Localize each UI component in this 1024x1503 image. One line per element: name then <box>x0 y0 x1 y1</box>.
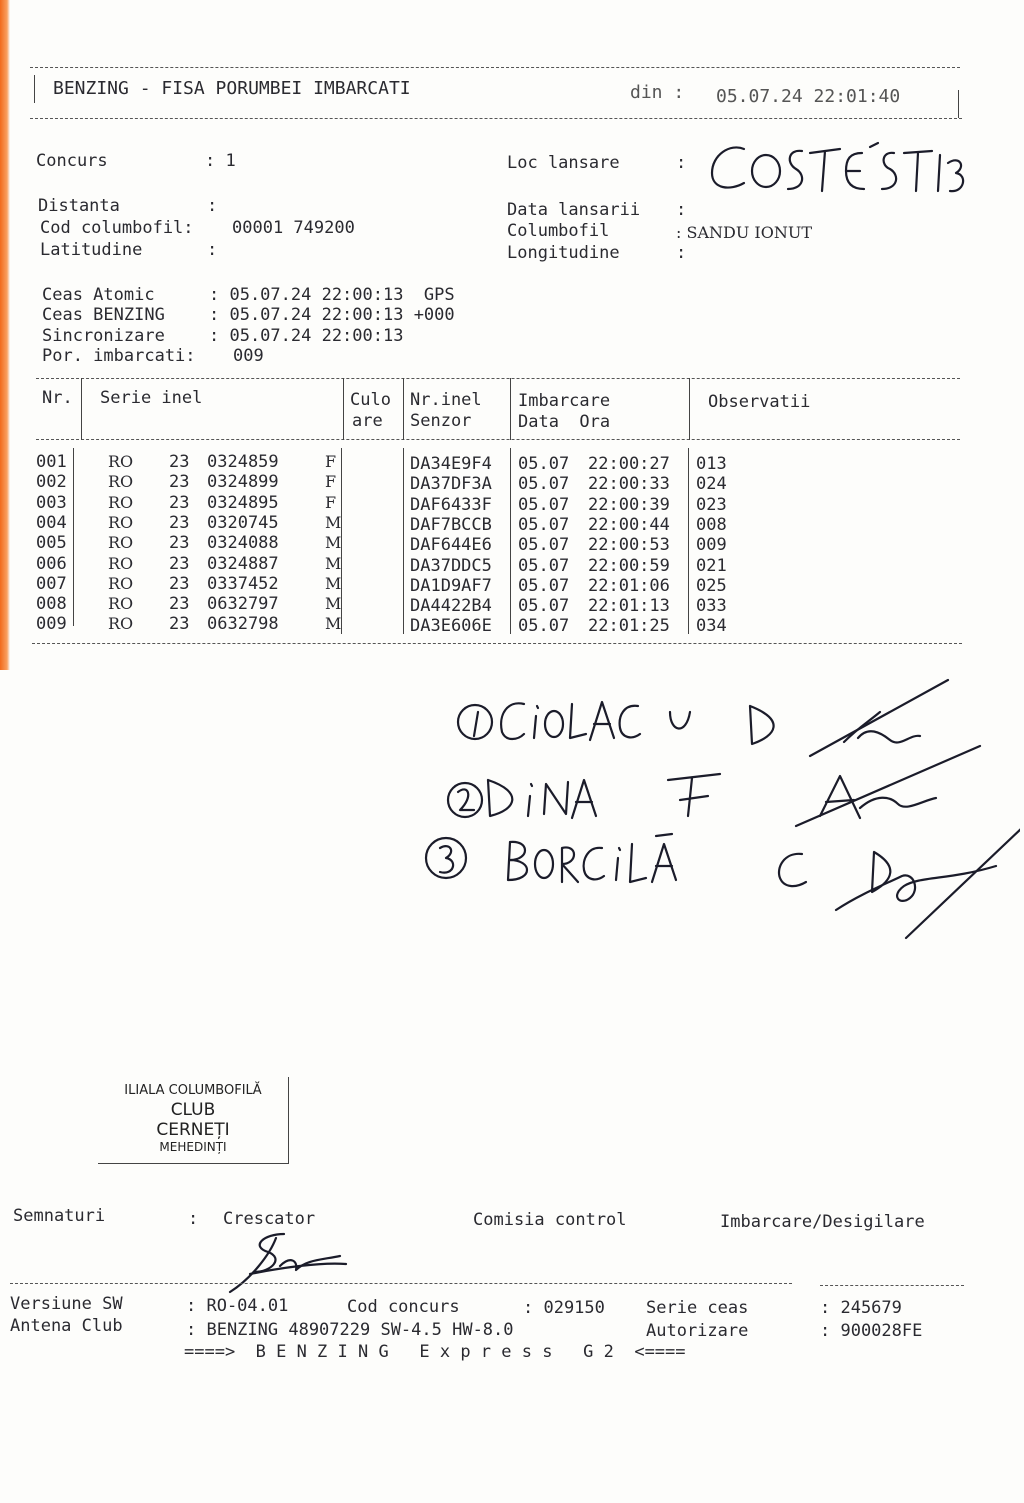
row-senzor: DA3E606E <box>410 616 492 637</box>
stamp-line-3: CERNEȚI <box>156 1120 230 1140</box>
table-top-rule <box>36 378 960 379</box>
row-an: 23 <box>169 533 190 554</box>
header-left-bar <box>34 75 35 103</box>
header-din-value: 05.07.24 22:01:40 <box>716 86 901 107</box>
row-ora: 22:00:53 <box>588 535 670 556</box>
row-sex: M <box>325 594 342 614</box>
ceas-atomic-value: : 05.07.24 22:00:13 GPS <box>209 285 455 305</box>
autorizare-value: : 900028FE <box>820 1321 923 1341</box>
header-din-label: din : <box>630 82 685 103</box>
header-nr: Nr. <box>42 388 73 408</box>
cod-columbofil-value: 00001 749200 <box>232 218 355 238</box>
row-an: 23 <box>169 452 190 472</box>
body-sep-5 <box>688 448 689 634</box>
row-sex: F <box>325 492 337 512</box>
row-inel: 0320745 <box>207 512 279 533</box>
row-tara: RO <box>108 553 134 573</box>
ceas-atomic-label: Ceas Atomic <box>42 285 155 305</box>
versiune-label: Versiune SW <box>10 1294 123 1314</box>
distanta-label: Distanta <box>38 196 120 216</box>
header-serie-inel: Serie inel <box>100 388 203 408</box>
row-senzor: DAF6433F <box>410 494 492 515</box>
row-inel: 0632797 <box>207 594 279 615</box>
body-sep-3 <box>403 448 404 634</box>
columbofil-label: Columbofil <box>507 221 610 241</box>
concurs-label: Concurs <box>36 151 108 171</box>
commission-list <box>420 676 421 677</box>
row-ora: 22:00:39 <box>588 494 670 515</box>
por-imbarcati-value: 009 <box>233 346 264 366</box>
row-an: 23 <box>169 512 190 533</box>
row-nr: 003 <box>36 492 67 513</box>
header-bottom-rule <box>30 118 962 119</box>
row-tara: RO <box>108 472 134 492</box>
row-nr: 008 <box>36 594 67 615</box>
row-an: 23 <box>169 472 190 493</box>
serie-ceas-label: Serie ceas <box>646 1298 749 1318</box>
row-sex: M <box>325 553 342 573</box>
row-sex: F <box>325 452 337 471</box>
page-title: BENZING - FISA PORUMBEI IMBARCATI <box>53 78 411 99</box>
header-nr-inel-1: Nr.inel <box>410 390 482 410</box>
benzing-banner: ====> B E N Z I N G E x p r e s s G 2 <==== <box>184 1342 686 1362</box>
header-culoare-2: are <box>352 411 383 431</box>
row-obs: 009 <box>696 535 727 556</box>
row-data: 05.07 <box>518 474 570 495</box>
stamp-line-4: MEHEDINȚI <box>159 1140 227 1154</box>
cod-concurs-value: : 029150 <box>523 1298 605 1318</box>
longitudine-label: Longitudine <box>507 243 620 263</box>
footer-rule-right <box>820 1285 964 1286</box>
concurs-value: : 1 <box>205 151 236 171</box>
row-ora: 22:01:06 <box>588 575 670 596</box>
row-senzor: DA34E9F4 <box>410 454 492 474</box>
longitudine-value: : <box>676 243 687 263</box>
row-sex: M <box>325 512 342 532</box>
versiune-value: : RO-04.01 <box>186 1296 289 1316</box>
latitudine-label: Latitudine <box>40 240 143 260</box>
row-nr: 009 <box>36 614 67 635</box>
row-data: 05.07 <box>518 494 570 515</box>
row-ora: 22:00:59 <box>588 555 670 576</box>
signature-crescator-label: Crescator <box>223 1209 316 1229</box>
signature-imbarcare-label: Imbarcare/Desigilare <box>720 1212 925 1232</box>
row-an: 23 <box>169 492 190 513</box>
row-ora: 22:01:13 <box>588 596 670 617</box>
row-senzor: DAF7BCCB <box>410 514 492 535</box>
header-imbarcare-2: Data Ora <box>518 412 611 432</box>
row-senzor: DA37DDC5 <box>410 555 492 576</box>
crescator-signature <box>210 1226 360 1296</box>
row-senzor: DA37DF3A <box>410 474 492 495</box>
row-data: 05.07 <box>518 514 570 535</box>
row-inel: 0324899 <box>207 472 279 493</box>
row-data: 05.07 <box>518 575 570 596</box>
serie-ceas-value: : 245679 <box>820 1298 902 1318</box>
footer-rule-left <box>10 1283 792 1284</box>
antena-label: Antena Club <box>10 1316 123 1336</box>
row-sex: M <box>325 573 342 593</box>
header-top-rule <box>30 67 960 68</box>
row-tara: RO <box>108 573 134 593</box>
row-obs: 021 <box>696 555 727 576</box>
row-ora: 22:00:33 <box>588 474 670 495</box>
columbofil-value: : SANDU IONUT <box>676 223 812 242</box>
signatures-colon: : <box>188 1209 199 1229</box>
body-sep-4 <box>510 448 511 634</box>
col-sep-1 <box>81 378 82 440</box>
row-obs: 023 <box>696 494 727 515</box>
row-inel: 0632798 <box>207 614 279 635</box>
row-tara: RO <box>108 614 134 634</box>
row-sex: M <box>325 533 342 553</box>
loc-lansare-value: : <box>676 153 687 173</box>
row-senzor: DAF644E6 <box>410 535 492 556</box>
col-sep-5 <box>689 378 690 440</box>
row-ora: 22:00:44 <box>588 514 670 535</box>
row-tara: RO <box>108 533 134 553</box>
header-culoare-1: Culo <box>350 390 391 410</box>
row-obs: 034 <box>696 616 727 637</box>
row-nr: 005 <box>36 533 67 554</box>
row-data: 05.07 <box>518 616 570 637</box>
orange-edge <box>0 0 10 670</box>
data-lansarii-label: Data lansarii <box>507 200 641 220</box>
row-sex: F <box>325 472 337 492</box>
row-an: 23 <box>169 594 190 615</box>
ceas-benzing-value: : 05.07.24 22:00:13 +000 <box>209 305 455 325</box>
row-tara: RO <box>108 452 134 471</box>
row-sex: M <box>325 614 342 634</box>
col-sep-4 <box>510 378 511 440</box>
sincronizare-value: : 05.07.24 22:00:13 <box>209 326 404 346</box>
signatures-label: Semnaturi <box>13 1206 106 1226</box>
header-observatii: Observatii <box>708 392 811 412</box>
row-nr: 002 <box>36 472 67 493</box>
ceas-benzing-label: Ceas BENZING <box>42 305 165 325</box>
row-nr: 006 <box>36 553 67 574</box>
autorizare-label: Autorizare <box>646 1321 749 1341</box>
row-an: 23 <box>169 573 190 594</box>
row-tara: RO <box>108 594 134 614</box>
col-sep-3 <box>403 378 404 440</box>
body-sep-1 <box>73 448 74 626</box>
row-inel: 0324887 <box>207 553 279 574</box>
table-bottom-rule <box>32 643 962 644</box>
row-obs: 025 <box>696 575 727 596</box>
row-ora: 22:01:25 <box>588 616 670 637</box>
row-inel: 0324088 <box>207 533 279 554</box>
loc-lansare-handwriting <box>700 135 970 205</box>
signature-comisia-label: Comisia control <box>473 1210 627 1230</box>
stamp-line-1: ILIALA COLUMBOFILĂ <box>124 1083 262 1098</box>
antena-value: : BENZING 48907229 SW-4.5 HW-8.0 <box>186 1320 514 1340</box>
row-inel: 0324859 <box>207 452 279 472</box>
header-right-bar <box>958 90 959 118</box>
row-inel: 0337452 <box>207 573 279 594</box>
row-inel: 0324895 <box>207 492 279 513</box>
row-an: 23 <box>169 553 190 574</box>
header-imbarcare-1: Imbarcare <box>518 391 611 411</box>
row-ora: 22:00:27 <box>588 454 670 474</box>
loc-lansare-label: Loc lansare <box>507 153 620 173</box>
row-obs: 033 <box>696 596 727 617</box>
row-tara: RO <box>108 492 134 512</box>
row-data: 05.07 <box>518 454 570 474</box>
row-obs: 008 <box>696 514 727 535</box>
cod-concurs-label: Cod concurs <box>347 1297 460 1317</box>
row-data: 05.07 <box>518 555 570 576</box>
row-senzor: DA4422B4 <box>410 596 492 617</box>
col-sep-2 <box>343 378 344 440</box>
row-senzor: DA1D9AF7 <box>410 575 492 596</box>
commission-handwriting <box>420 676 1020 946</box>
row-data: 05.07 <box>518 535 570 556</box>
header-nr-inel-2: Senzor <box>410 411 472 431</box>
data-lansarii-value: : <box>676 200 687 220</box>
club-stamp <box>98 1077 289 1164</box>
row-nr: 007 <box>36 573 67 594</box>
commission-1-num <box>420 676 421 677</box>
row-obs: 013 <box>696 454 727 474</box>
row-nr: 001 <box>36 452 67 472</box>
row-nr: 004 <box>36 512 67 533</box>
sincronizare-label: Sincronizare <box>42 326 165 346</box>
latitudine-value: : <box>207 240 218 260</box>
table-header-rule <box>36 439 960 440</box>
loc-lansare-handwritten-text <box>700 135 701 136</box>
row-obs: 024 <box>696 474 727 495</box>
row-an: 23 <box>169 614 190 635</box>
distanta-value: : <box>207 196 218 216</box>
stamp-line-2: CLUB <box>170 1100 216 1120</box>
cod-columbofil-label: Cod columbofil: <box>40 218 194 238</box>
row-tara: RO <box>108 512 134 532</box>
row-data: 05.07 <box>518 596 570 617</box>
por-imbarcati-label: Por. imbarcati: <box>42 346 196 366</box>
